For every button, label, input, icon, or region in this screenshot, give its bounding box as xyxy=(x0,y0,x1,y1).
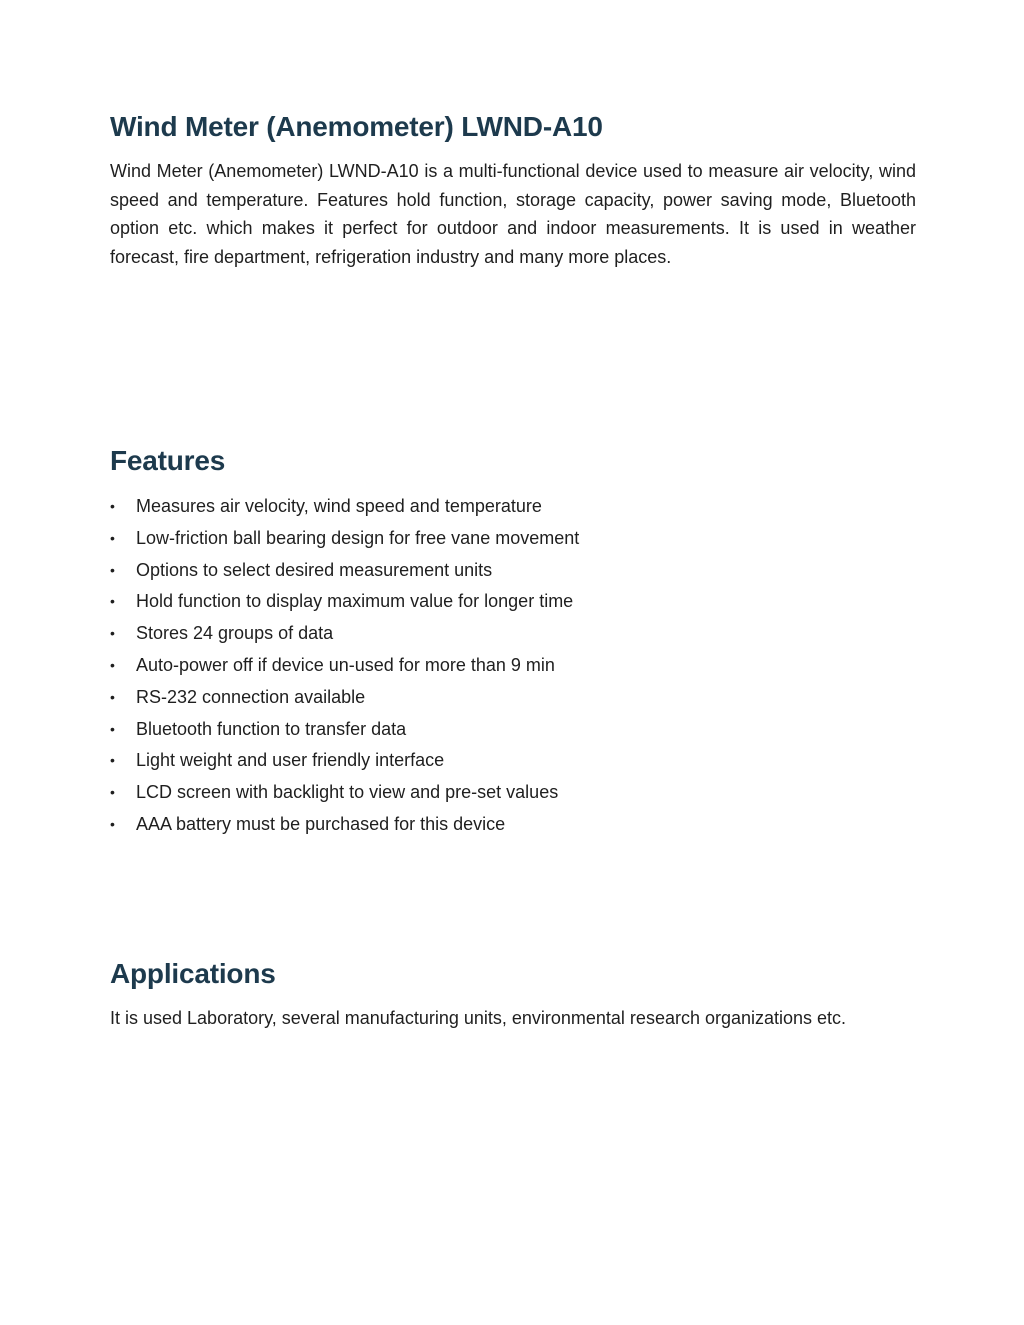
list-item-text: Low-friction ball bearing design for free vane movement xyxy=(136,527,580,548)
list-item-text: Hold function to display maximum value for longer time xyxy=(136,591,574,612)
list-item xyxy=(110,618,916,650)
bullet-icon: • xyxy=(110,593,115,610)
list-item-text: LCD screen with backlight to view and pre-set values xyxy=(136,782,559,803)
list-item xyxy=(110,777,916,809)
list-item xyxy=(110,714,916,746)
list-item-text: Measures air velocity, wind speed and temperature xyxy=(136,496,542,516)
bullet-icon: • xyxy=(110,625,115,642)
bullet-icon: • xyxy=(110,656,115,673)
list-item-text: Bluetooth function to transfer data xyxy=(136,718,407,739)
features-heading: Features xyxy=(110,445,226,476)
intro-paragraph: Wind Meter (Anemometer) LWND-A10 is a multi-functional device used to measure air velocity, wind speed and temperature. Features hold function, storage capacity, power saving mode, Bluetooth option etc. which makes it perfect for outdoor and indoor measurements. It is used in weather forecast, fire department, refrigeration industry and many more places. xyxy=(110,161,916,267)
list-item xyxy=(110,586,916,618)
list-item xyxy=(110,523,916,555)
page-title: Wind Meter (Anemometer) LWND-A10 xyxy=(110,111,603,142)
bullet-icon: • xyxy=(110,752,115,769)
list-item-text: Light weight and user friendly interface xyxy=(136,750,445,771)
bullet-icon: • xyxy=(110,784,115,801)
bullet-icon: • xyxy=(110,815,115,832)
list-item xyxy=(110,682,916,714)
list-item-text: RS-232 connection available xyxy=(136,686,366,707)
list-item xyxy=(110,650,916,682)
bullet-icon: • xyxy=(110,561,115,578)
list-item xyxy=(110,809,916,841)
bullet-icon: • xyxy=(110,720,115,737)
features-list xyxy=(110,491,916,841)
list-item-text: Stores 24 groups of data xyxy=(136,623,334,644)
list-item xyxy=(110,745,916,777)
list-item-text: Auto-power off if device un-used for more than 9 min xyxy=(136,654,555,675)
bullet-icon: • xyxy=(110,529,115,546)
list-item xyxy=(110,555,916,587)
bullet-icon: • xyxy=(110,498,115,514)
list-item-text: Options to select desired measurement units xyxy=(136,559,493,580)
list-item-text: AAA battery must be purchased for this device xyxy=(136,813,506,834)
applications-heading: Applications xyxy=(110,958,276,989)
bullet-icon: • xyxy=(110,688,115,705)
applications-paragraph: It is used Laboratory, several manufacturing units, environmental research organizations etc. xyxy=(110,1008,847,1028)
list-item xyxy=(110,491,916,523)
